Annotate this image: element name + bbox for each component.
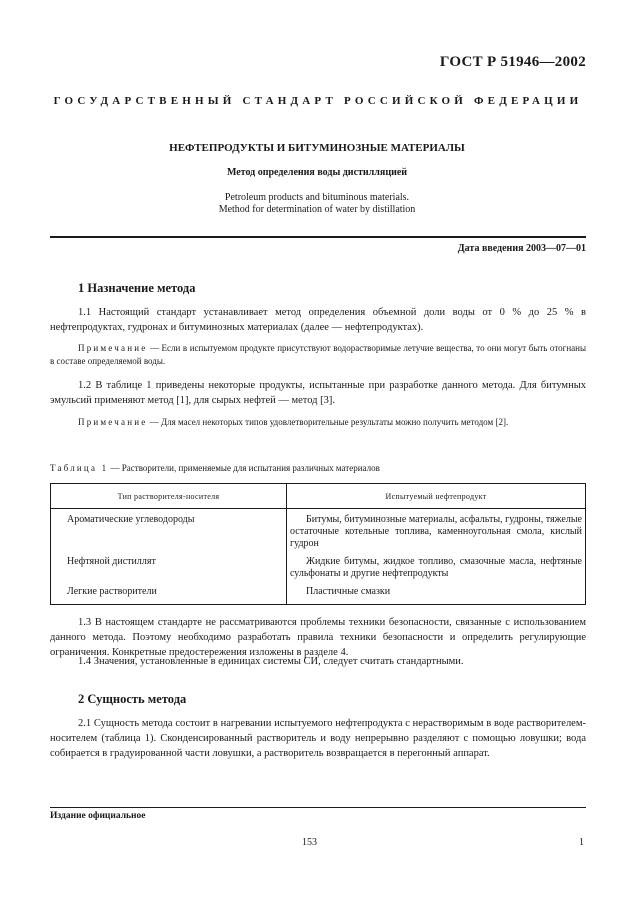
table-cell-product: [287, 509, 586, 555]
document-subtitle: Метод определения воды дистилляцией: [226, 167, 408, 178]
note-1-text: — Если в испытуемом продукте присутствуют водорастворимые летучие вещества, то они могут быть отогнаны в составе определяемой воды.: [50, 343, 586, 366]
table-1-caption: [50, 463, 380, 473]
table-row: [51, 554, 586, 584]
document-title: НЕФТЕПРОДУКТЫ И БИТУМИНОЗНЫЕ МАТЕРИАЛЫ: [169, 142, 465, 154]
solvents-table: [50, 483, 586, 605]
table-row: [51, 584, 586, 605]
english-title-line-1: Petroleum products and bituminous materials.: [224, 192, 410, 203]
standard-code: ГОСТ Р 51946—2002: [439, 54, 586, 70]
note-1-label: Примечание: [78, 343, 148, 353]
table-cell-product-text: Пластичные смазки: [306, 586, 391, 597]
header-divider: [50, 236, 586, 238]
table-cell-solvent: Ароматические углеводороды: [51, 509, 287, 555]
table-cell-product: [287, 584, 586, 605]
page-number: 153: [302, 837, 317, 848]
table-cell-product-text: Битумы, битуминозные материалы, асфальты, гудроны, тяжелые остаточные котельные топлива, каменноугольная смола, кислый гудрон: [290, 514, 582, 549]
english-title-line-2: Method for determination of water by distillation: [218, 204, 416, 215]
official-edition-label: Издание официальное: [50, 811, 146, 821]
paragraph-1-2: 1.2 В таблице 1 приведены некоторые продукты, испытанные при разработке данного метода. Для битумных эмульсий применяют метод [1], для сырых нефтей — метод [3].: [50, 380, 586, 406]
paragraph-2-1: 2.1 Сущность метода состоит в нагревании испытуемого нефтепродукта с нерастворимым в воде растворителем-носителем (таблица 1). Сконденсированный растворитель и воду непрерывно разделяют с помощью ловушки; вода собирается в градуированной части ловушки, а растворитель возвращается в перегонный аппарат.: [50, 718, 586, 759]
paragraph-1-4: 1.4 Значения, установленные в единицах системы СИ, следует считать стандартными.: [78, 656, 464, 667]
note-1: [50, 342, 586, 368]
table-1-caption-text: — Растворители, применяемые для испытания различных материалов: [108, 463, 380, 473]
column-header-solvent-type: Тип растворителя-носителя: [51, 484, 287, 509]
state-standard-line: ГОСУДАРСТВЕННЫЙ СТАНДАРТ РОССИЙСКОЙ ФЕДЕРАЦИИ: [53, 95, 583, 107]
table-1-caption-label: Таблица 1: [50, 463, 109, 473]
effective-date: Дата введения 2003—07—01: [457, 243, 586, 254]
note-2-label: Примечание: [78, 417, 148, 427]
table-header-row: [51, 484, 586, 509]
paragraph-1-3: 1.3 В настоящем стандарте не рассматриваются проблемы техники безопасности, связанные с использованием данного метода. Поэтому необходимо разработать правила техники безопасности и определить регулирующие ограничения. Конкретные предостережения изложены в разделе 4.: [50, 617, 586, 658]
table-cell-product-text: Жидкие битумы, жидкое топливо, смазочные масла, нефтяные сульфонаты и другие нефтепродукты: [290, 556, 582, 579]
footer-divider: [50, 807, 586, 808]
table-cell-product: [287, 554, 586, 584]
table-cell-solvent: Легкие растворители: [51, 584, 287, 605]
table-row: [51, 509, 586, 555]
section-1-heading: 1 Назначение метода: [78, 281, 196, 295]
column-header-tested-product: Испытуемый нефтепродукт: [287, 484, 586, 509]
sheet-number: 1: [579, 837, 584, 848]
note-2: [50, 416, 586, 429]
note-2-text: — Для масел некоторых типов удовлетворительные результаты можно получить методом [2].: [147, 417, 509, 427]
table-cell-solvent: Нефтяной дистиллят: [51, 554, 287, 584]
section-2-heading: 2 Сущность метода: [78, 692, 187, 706]
paragraph-1-1: 1.1 Настоящий стандарт устанавливает метод определения объемной доли воды от 0 % до 25 % в нефтепродуктах, гудронах и битуминозных материалах (далее — нефтепродуктах).: [50, 307, 586, 333]
